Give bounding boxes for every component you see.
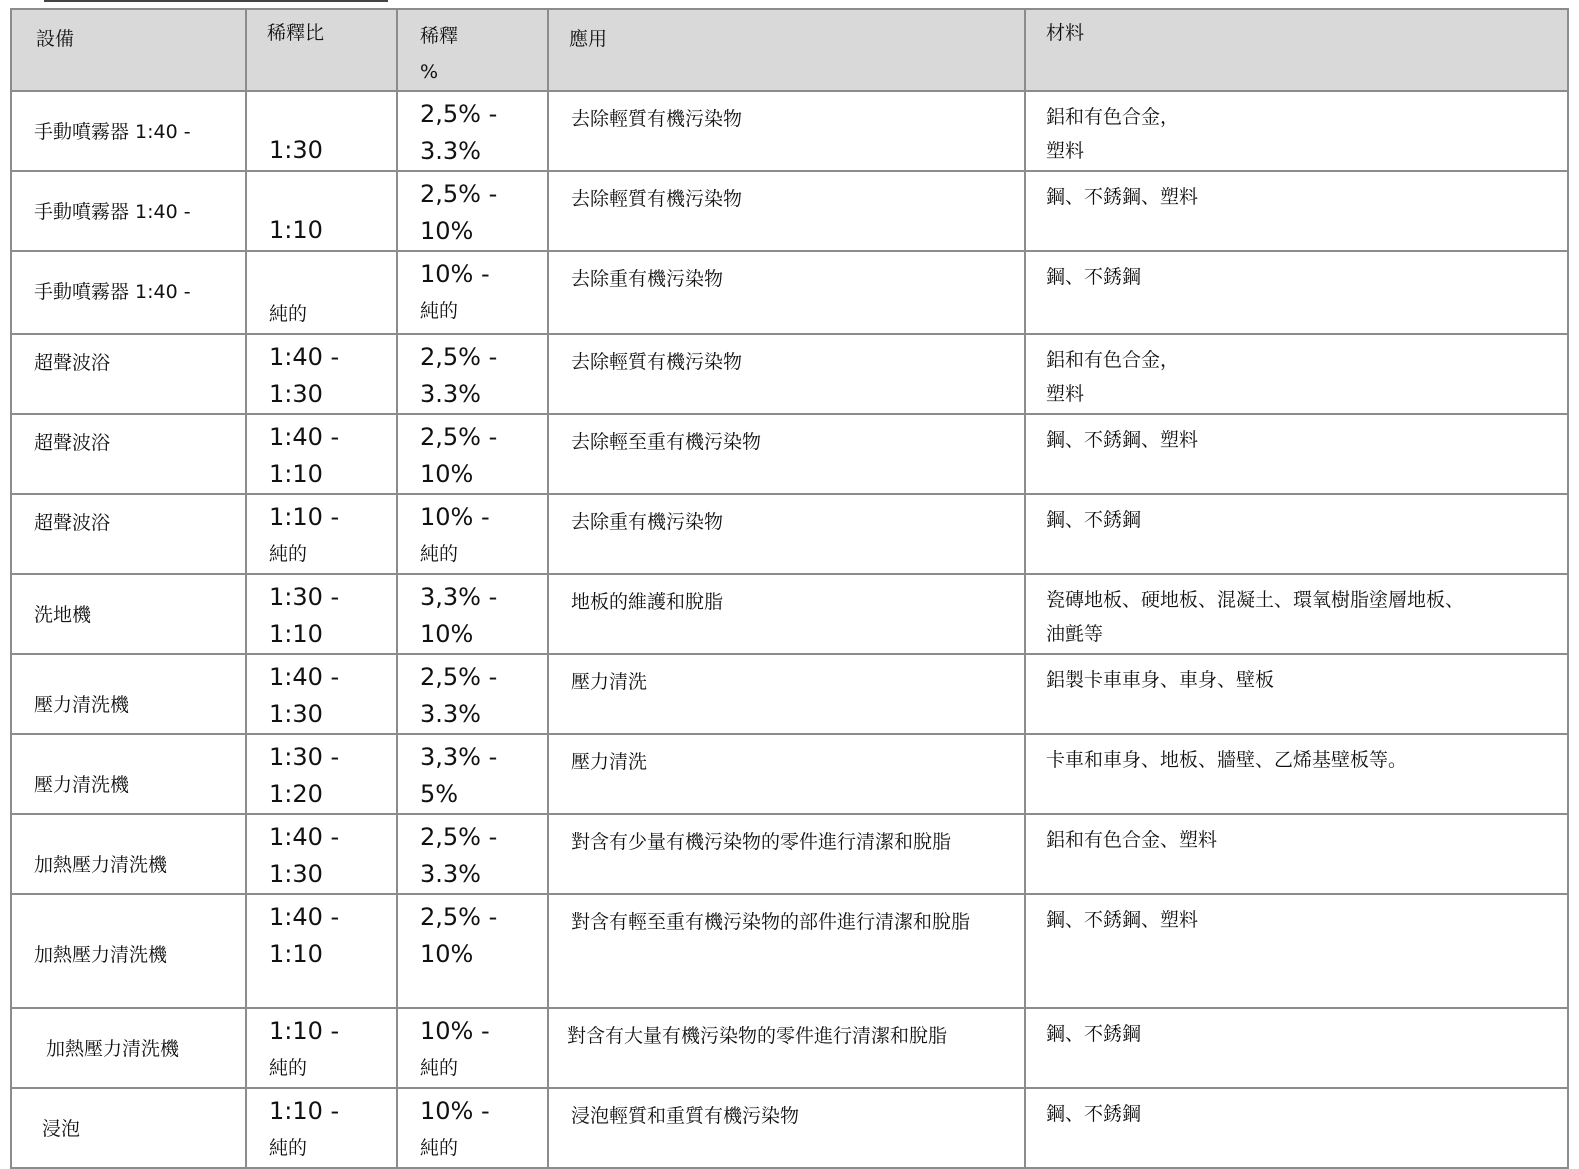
cell-equipment: 手動噴霧器 1:40 - <box>11 171 246 251</box>
cell-material: 鋼、不銹鋼 <box>1025 1088 1568 1168</box>
cell-application: 對含有輕至重有機污染物的部件進行清潔和脫脂 <box>548 894 1025 1008</box>
cell-percent: 3,3% - 5% <box>397 734 548 814</box>
cell-application: 壓力清洗 <box>548 734 1025 814</box>
table-row <box>11 734 1568 814</box>
cell-application: 對含有大量有機污染物的零件進行清潔和脫脂 <box>548 1008 1025 1088</box>
cell-percent: 2,5% - 3.3% <box>397 334 548 414</box>
header-equipment: 設備 <box>11 9 246 91</box>
cell-equipment: 浸泡 <box>11 1088 246 1168</box>
cell-ratio: 1:30 - 1:10 <box>246 574 397 654</box>
cell-ratio: 1:10 - 純的 <box>246 1088 397 1168</box>
table-row <box>11 334 1568 414</box>
cell-application: 地板的維護和脫脂 <box>548 574 1025 654</box>
cell-application: 去除輕至重有機污染物 <box>548 414 1025 494</box>
cell-equipment: 超聲波浴 <box>11 494 246 574</box>
cell-equipment: 手動噴霧器 1:40 - <box>11 251 246 334</box>
cell-percent: 10% - 純的 <box>397 1088 548 1168</box>
cell-application: 去除輕質有機污染物 <box>548 91 1025 171</box>
cell-equipment: 加熱壓力清洗機 <box>11 894 246 1008</box>
cell-ratio: 1:40 - 1:30 <box>246 654 397 734</box>
cell-application: 去除重有機污染物 <box>548 251 1025 334</box>
cell-equipment: 超聲波浴 <box>11 334 246 414</box>
header-application: 應用 <box>548 9 1025 91</box>
header-row <box>11 9 1568 91</box>
cell-percent: 2,5% - 10% <box>397 894 548 1008</box>
header-percent-line2: % <box>420 61 439 83</box>
header-material: 材料 <box>1025 9 1568 91</box>
cell-ratio: 1:30 - 1:20 <box>246 734 397 814</box>
table-row <box>11 1088 1568 1168</box>
cell-material: 鋁和有色合金， 塑料 <box>1025 334 1568 414</box>
cell-percent: 10% - 純的 <box>397 1008 548 1088</box>
cell-equipment: 手動噴霧器 1:40 - <box>11 91 246 171</box>
table-row <box>11 654 1568 734</box>
cell-ratio: 1:40 - 1:10 <box>246 414 397 494</box>
cell-application: 壓力清洗 <box>548 654 1025 734</box>
table-row <box>11 494 1568 574</box>
cell-ratio: 1:10 - 純的 <box>246 494 397 574</box>
table-row <box>11 414 1568 494</box>
cell-material: 鋼、不銹鋼、塑料 <box>1025 894 1568 1008</box>
cell-equipment: 洗地機 <box>11 574 246 654</box>
cell-equipment: 加熱壓力清洗機 <box>11 1008 246 1088</box>
table-row <box>11 251 1568 334</box>
table-row <box>11 894 1568 1008</box>
cell-material: 瓷磚地板、硬地板、混凝土、環氧樹脂塗層地板、 油氈等 <box>1025 574 1568 654</box>
cell-application: 去除輕質有機污染物 <box>548 334 1025 414</box>
cell-ratio: 1:10 <box>246 171 397 251</box>
cell-percent: 2,5% - 10% <box>397 414 548 494</box>
header-percent-line1: 稀釋 <box>420 25 459 47</box>
table-row <box>11 574 1568 654</box>
cell-percent: 2,5% - 3.3% <box>397 814 548 894</box>
cell-percent: 2,5% - 3.3% <box>397 654 548 734</box>
cell-percent: 10% - 純的 <box>397 251 548 334</box>
table-row <box>11 91 1568 171</box>
cell-application: 對含有少量有機污染物的零件進行清潔和脫脂 <box>548 814 1025 894</box>
cell-ratio: 1:40 - 1:10 <box>246 894 397 1008</box>
cell-application: 去除輕質有機污染物 <box>548 171 1025 251</box>
cell-percent: 10% - 純的 <box>397 494 548 574</box>
header-percent <box>397 9 548 91</box>
cell-equipment: 壓力清洗機 <box>11 654 246 734</box>
cell-equipment: 超聲波浴 <box>11 414 246 494</box>
cell-material: 鋁製卡車車身、車身、壁板 <box>1025 654 1568 734</box>
cell-material: 鋼、不銹鋼、塑料 <box>1025 171 1568 251</box>
cell-percent: 2,5% - 3.3% <box>397 91 548 171</box>
cell-application: 浸泡輕質和重質有機污染物 <box>548 1088 1025 1168</box>
cell-material: 鋼、不銹鋼 <box>1025 1008 1568 1088</box>
cell-material: 鋁和有色合金、塑料 <box>1025 814 1568 894</box>
cell-material: 鋼、不銹鋼、塑料 <box>1025 414 1568 494</box>
cell-material: 鋁和有色合金， 塑料 <box>1025 91 1568 171</box>
cell-ratio: 1:40 - 1:30 <box>246 814 397 894</box>
table-row <box>11 814 1568 894</box>
cell-ratio: 1:10 - 純的 <box>246 1008 397 1088</box>
cell-equipment: 加熱壓力清洗機 <box>11 814 246 894</box>
cell-material: 卡車和車身、地板、牆壁、乙烯基壁板等。 <box>1025 734 1568 814</box>
table-row <box>11 171 1568 251</box>
table-row <box>11 1008 1568 1088</box>
cell-ratio: 1:40 - 1:30 <box>246 334 397 414</box>
cell-percent: 3,3% - 10% <box>397 574 548 654</box>
cell-ratio: 純的 <box>246 251 397 334</box>
cell-percent: 2,5% - 10% <box>397 171 548 251</box>
cell-material: 鋼、不銹鋼 <box>1025 251 1568 334</box>
cell-equipment: 壓力清洗機 <box>11 734 246 814</box>
header-ratio: 稀釋比 <box>246 9 397 91</box>
cell-application: 去除重有機污染物 <box>548 494 1025 574</box>
cell-material: 鋼、不銹鋼 <box>1025 494 1568 574</box>
cell-ratio: 1:30 <box>246 91 397 171</box>
top-rule <box>44 0 388 2</box>
dilution-table <box>10 8 1569 1169</box>
